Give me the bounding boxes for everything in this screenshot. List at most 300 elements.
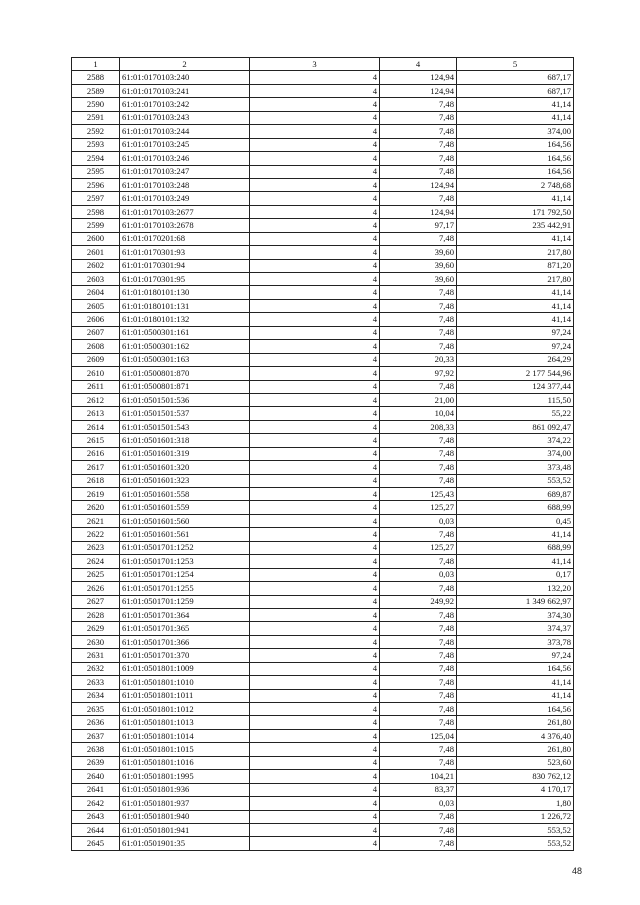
cadastral-number-cell: 61:01:0501801:1014 <box>120 729 250 742</box>
category-code-cell: 4 <box>250 756 380 769</box>
row-number-cell: 2604 <box>72 286 120 299</box>
category-code-cell: 4 <box>250 514 380 527</box>
table-row <box>72 393 574 406</box>
cadastral-number-cell: 61:01:0501501:536 <box>120 393 250 406</box>
table-header-row <box>72 58 574 71</box>
table-row <box>72 138 574 151</box>
value-col4-cell: 7,48 <box>380 125 457 138</box>
category-code-cell: 4 <box>250 326 380 339</box>
cadastral-number-cell: 61:01:0170103:240 <box>120 71 250 84</box>
value-col4-cell: 124,94 <box>380 71 457 84</box>
table-row <box>72 273 574 286</box>
value-col4-cell: 20,33 <box>380 353 457 366</box>
value-col5-cell: 687,17 <box>457 84 574 97</box>
value-col4-cell: 7,48 <box>380 555 457 568</box>
category-code-cell: 4 <box>250 434 380 447</box>
table-row <box>72 622 574 635</box>
row-number-cell: 2637 <box>72 729 120 742</box>
row-number-cell: 2614 <box>72 420 120 433</box>
row-number-cell: 2600 <box>72 232 120 245</box>
cadastral-number-cell: 61:01:0501701:1254 <box>120 568 250 581</box>
value-col4-cell: 7,48 <box>380 165 457 178</box>
category-code-cell: 4 <box>250 488 380 501</box>
cadastral-number-cell: 61:01:0501601:319 <box>120 447 250 460</box>
cadastral-number-cell: 61:01:0501601:559 <box>120 501 250 514</box>
category-code-cell: 4 <box>250 635 380 648</box>
value-col5-cell: 164,56 <box>457 138 574 151</box>
value-col5-cell: 124 377,44 <box>457 380 574 393</box>
table-row <box>72 340 574 353</box>
row-number-cell: 2602 <box>72 259 120 272</box>
value-col4-cell: 249,92 <box>380 595 457 608</box>
row-number-cell: 2588 <box>72 71 120 84</box>
row-number-cell: 2639 <box>72 756 120 769</box>
value-col4-cell: 7,48 <box>380 810 457 823</box>
category-code-cell: 4 <box>250 474 380 487</box>
row-number-cell: 2592 <box>72 125 120 138</box>
table-row <box>72 380 574 393</box>
value-col5-cell: 374,37 <box>457 622 574 635</box>
row-number-cell: 2621 <box>72 514 120 527</box>
cadastral-number-cell: 61:01:0501801:1010 <box>120 676 250 689</box>
table-row <box>72 326 574 339</box>
table-body <box>72 71 574 850</box>
row-number-cell: 2607 <box>72 326 120 339</box>
cadastral-number-cell: 61:01:0501801:936 <box>120 783 250 796</box>
table-row <box>72 555 574 568</box>
category-code-cell: 4 <box>250 192 380 205</box>
cadastral-number-cell: 61:01:0170103:241 <box>120 84 250 97</box>
value-col4-cell: 7,48 <box>380 232 457 245</box>
value-col5-cell: 41,14 <box>457 555 574 568</box>
value-col5-cell: 553,52 <box>457 837 574 850</box>
table-row <box>72 259 574 272</box>
row-number-cell: 2625 <box>72 568 120 581</box>
value-col5-cell: 41,14 <box>457 98 574 111</box>
category-code-cell: 4 <box>250 98 380 111</box>
category-code-cell: 4 <box>250 447 380 460</box>
value-col5-cell: 374,22 <box>457 434 574 447</box>
value-col4-cell: 7,48 <box>380 192 457 205</box>
row-number-cell: 2591 <box>72 111 120 124</box>
value-col5-cell: 1 226,72 <box>457 810 574 823</box>
row-number-cell: 2593 <box>72 138 120 151</box>
value-col5-cell: 132,20 <box>457 582 574 595</box>
cadastral-number-cell: 61:01:0501801:1995 <box>120 770 250 783</box>
table-row <box>72 152 574 165</box>
value-col5-cell: 830 762,12 <box>457 770 574 783</box>
table-row <box>72 541 574 554</box>
column-header-5: 5 <box>457 58 574 71</box>
cadastral-number-cell: 61:01:0170103:245 <box>120 138 250 151</box>
value-col5-cell: 4 376,40 <box>457 729 574 742</box>
category-code-cell: 4 <box>250 555 380 568</box>
row-number-cell: 2635 <box>72 703 120 716</box>
table-row <box>72 676 574 689</box>
value-col5-cell: 2 748,68 <box>457 178 574 191</box>
value-col4-cell: 7,48 <box>380 474 457 487</box>
category-code-cell: 4 <box>250 84 380 97</box>
value-col4-cell: 39,60 <box>380 273 457 286</box>
value-col5-cell: 41,14 <box>457 192 574 205</box>
row-number-cell: 2594 <box>72 152 120 165</box>
table-row <box>72 582 574 595</box>
value-col5-cell: 164,56 <box>457 152 574 165</box>
cadastral-number-cell: 61:01:0501901:35 <box>120 837 250 850</box>
cadastral-number-cell: 61:01:0501601:561 <box>120 528 250 541</box>
category-code-cell: 4 <box>250 273 380 286</box>
value-col5-cell: 164,56 <box>457 703 574 716</box>
category-code-cell: 4 <box>250 286 380 299</box>
value-col5-cell: 97,24 <box>457 326 574 339</box>
value-col4-cell: 7,48 <box>380 689 457 702</box>
value-col5-cell: 97,24 <box>457 340 574 353</box>
cadastral-number-cell: 61:01:0170103:242 <box>120 98 250 111</box>
cadastral-number-cell: 61:01:0180101:131 <box>120 299 250 312</box>
category-code-cell: 4 <box>250 299 380 312</box>
category-code-cell: 4 <box>250 568 380 581</box>
row-number-cell: 2623 <box>72 541 120 554</box>
cadastral-number-cell: 61:01:0501601:323 <box>120 474 250 487</box>
table-row <box>72 286 574 299</box>
table-row <box>72 823 574 836</box>
value-col5-cell: 373,48 <box>457 461 574 474</box>
row-number-cell: 2618 <box>72 474 120 487</box>
value-col5-cell: 171 792,50 <box>457 205 574 218</box>
cadastral-number-cell: 61:01:0501801:1011 <box>120 689 250 702</box>
cadastral-number-cell: 61:01:0500301:161 <box>120 326 250 339</box>
row-number-cell: 2631 <box>72 649 120 662</box>
cadastral-number-cell: 61:01:0170301:93 <box>120 246 250 259</box>
row-number-cell: 2619 <box>72 488 120 501</box>
category-code-cell: 4 <box>250 152 380 165</box>
category-code-cell: 4 <box>250 205 380 218</box>
table-row <box>72 810 574 823</box>
category-code-cell: 4 <box>250 393 380 406</box>
category-code-cell: 4 <box>250 528 380 541</box>
row-number-cell: 2599 <box>72 219 120 232</box>
cadastral-number-cell: 61:01:0501801:1009 <box>120 662 250 675</box>
value-col4-cell: 10,04 <box>380 407 457 420</box>
row-number-cell: 2629 <box>72 622 120 635</box>
table-row <box>72 703 574 716</box>
cadastral-number-cell: 61:01:0170103:2678 <box>120 219 250 232</box>
value-col4-cell: 7,48 <box>380 649 457 662</box>
table-row <box>72 837 574 850</box>
value-col4-cell: 7,48 <box>380 286 457 299</box>
value-col5-cell: 235 442,91 <box>457 219 574 232</box>
cadastral-number-cell: 61:01:0501801:1013 <box>120 716 250 729</box>
cadastral-number-cell: 61:01:0501801:1012 <box>120 703 250 716</box>
value-col4-cell: 7,48 <box>380 138 457 151</box>
table-row <box>72 125 574 138</box>
category-code-cell: 4 <box>250 689 380 702</box>
table-row <box>72 420 574 433</box>
category-code-cell: 4 <box>250 246 380 259</box>
table-row <box>72 528 574 541</box>
value-col5-cell: 264,29 <box>457 353 574 366</box>
value-col4-cell: 0,03 <box>380 514 457 527</box>
value-col5-cell: 41,14 <box>457 676 574 689</box>
cadastral-number-cell: 61:01:0170103:243 <box>120 111 250 124</box>
value-col4-cell: 7,48 <box>380 662 457 675</box>
table-row <box>72 84 574 97</box>
table-row <box>72 474 574 487</box>
column-header-1: 1 <box>72 58 120 71</box>
category-code-cell: 4 <box>250 716 380 729</box>
table-row <box>72 488 574 501</box>
value-col4-cell: 7,48 <box>380 313 457 326</box>
category-code-cell: 4 <box>250 743 380 756</box>
cadastral-number-cell: 61:01:0170201:68 <box>120 232 250 245</box>
cadastral-number-cell: 61:01:0501701:1255 <box>120 582 250 595</box>
cadastral-number-cell: 61:01:0180101:130 <box>120 286 250 299</box>
row-number-cell: 2611 <box>72 380 120 393</box>
value-col5-cell: 688,99 <box>457 541 574 554</box>
value-col4-cell: 7,48 <box>380 676 457 689</box>
value-col4-cell: 208,33 <box>380 420 457 433</box>
value-col4-cell: 125,27 <box>380 501 457 514</box>
category-code-cell: 4 <box>250 71 380 84</box>
row-number-cell: 2636 <box>72 716 120 729</box>
row-number-cell: 2644 <box>72 823 120 836</box>
table-row <box>72 783 574 796</box>
value-col4-cell: 7,48 <box>380 743 457 756</box>
category-code-cell: 4 <box>250 622 380 635</box>
table-row <box>72 111 574 124</box>
value-col5-cell: 553,52 <box>457 474 574 487</box>
value-col5-cell: 115,50 <box>457 393 574 406</box>
category-code-cell: 4 <box>250 125 380 138</box>
table-row <box>72 756 574 769</box>
cadastral-number-cell: 61:01:0501701:365 <box>120 622 250 635</box>
value-col4-cell: 7,48 <box>380 447 457 460</box>
cadastral-number-cell: 61:01:0501501:543 <box>120 420 250 433</box>
value-col5-cell: 1,80 <box>457 797 574 810</box>
row-number-cell: 2598 <box>72 205 120 218</box>
category-code-cell: 4 <box>250 367 380 380</box>
cadastral-number-cell: 61:01:0170103:2677 <box>120 205 250 218</box>
table-row <box>72 434 574 447</box>
category-code-cell: 4 <box>250 165 380 178</box>
row-number-cell: 2608 <box>72 340 120 353</box>
value-col5-cell: 687,17 <box>457 71 574 84</box>
value-col4-cell: 7,48 <box>380 380 457 393</box>
cadastral-number-cell: 61:01:0501801:941 <box>120 823 250 836</box>
value-col4-cell: 7,48 <box>380 608 457 621</box>
column-header-4: 4 <box>380 58 457 71</box>
row-number-cell: 2632 <box>72 662 120 675</box>
value-col4-cell: 7,48 <box>380 837 457 850</box>
cadastral-number-cell: 61:01:0501701:1253 <box>120 555 250 568</box>
row-number-cell: 2615 <box>72 434 120 447</box>
value-col4-cell: 124,94 <box>380 205 457 218</box>
value-col5-cell: 861 092,47 <box>457 420 574 433</box>
cadastral-number-cell: 61:01:0180101:132 <box>120 313 250 326</box>
value-col4-cell: 7,48 <box>380 152 457 165</box>
row-number-cell: 2610 <box>72 367 120 380</box>
table-row <box>72 205 574 218</box>
value-col4-cell: 7,48 <box>380 582 457 595</box>
value-col5-cell: 261,80 <box>457 743 574 756</box>
value-col5-cell: 871,20 <box>457 259 574 272</box>
cadastral-number-cell: 61:01:0501501:537 <box>120 407 250 420</box>
table-row <box>72 689 574 702</box>
value-col5-cell: 374,30 <box>457 608 574 621</box>
value-col4-cell: 0,03 <box>380 797 457 810</box>
table-row <box>72 219 574 232</box>
value-col4-cell: 83,37 <box>380 783 457 796</box>
value-col5-cell: 164,56 <box>457 662 574 675</box>
category-code-cell: 4 <box>250 770 380 783</box>
value-col4-cell: 21,00 <box>380 393 457 406</box>
cadastral-number-cell: 61:01:0170301:94 <box>120 259 250 272</box>
category-code-cell: 4 <box>250 608 380 621</box>
category-code-cell: 4 <box>250 649 380 662</box>
value-col4-cell: 7,48 <box>380 434 457 447</box>
row-number-cell: 2624 <box>72 555 120 568</box>
row-number-cell: 2609 <box>72 353 120 366</box>
category-code-cell: 4 <box>250 407 380 420</box>
row-number-cell: 2616 <box>72 447 120 460</box>
value-col5-cell: 41,14 <box>457 689 574 702</box>
row-number-cell: 2642 <box>72 797 120 810</box>
value-col5-cell: 0,17 <box>457 568 574 581</box>
category-code-cell: 4 <box>250 595 380 608</box>
cadastral-number-cell: 61:01:0501801:1015 <box>120 743 250 756</box>
value-col4-cell: 124,94 <box>380 178 457 191</box>
value-col4-cell: 97,17 <box>380 219 457 232</box>
category-code-cell: 4 <box>250 729 380 742</box>
value-col4-cell: 7,48 <box>380 528 457 541</box>
value-col4-cell: 125,27 <box>380 541 457 554</box>
row-number-cell: 2626 <box>72 582 120 595</box>
category-code-cell: 4 <box>250 232 380 245</box>
category-code-cell: 4 <box>250 340 380 353</box>
value-col5-cell: 374,00 <box>457 447 574 460</box>
value-col5-cell: 523,60 <box>457 756 574 769</box>
row-number-cell: 2643 <box>72 810 120 823</box>
column-header-2: 2 <box>120 58 250 71</box>
row-number-cell: 2641 <box>72 783 120 796</box>
row-number-cell: 2633 <box>72 676 120 689</box>
value-col5-cell: 689,87 <box>457 488 574 501</box>
row-number-cell: 2622 <box>72 528 120 541</box>
value-col5-cell: 41,14 <box>457 313 574 326</box>
page-number: 48 <box>571 866 582 876</box>
cadastral-number-cell: 61:01:0501601:318 <box>120 434 250 447</box>
category-code-cell: 4 <box>250 823 380 836</box>
table-row <box>72 514 574 527</box>
table-row <box>72 447 574 460</box>
table-row <box>72 568 574 581</box>
value-col4-cell: 7,48 <box>380 716 457 729</box>
table-row <box>72 649 574 662</box>
category-code-cell: 4 <box>250 138 380 151</box>
cadastral-number-cell: 61:01:0501801:1016 <box>120 756 250 769</box>
table-row <box>72 246 574 259</box>
cadastral-number-cell: 61:01:0170103:246 <box>120 152 250 165</box>
row-number-cell: 2606 <box>72 313 120 326</box>
category-code-cell: 4 <box>250 111 380 124</box>
cadastral-number-cell: 61:01:0170103:244 <box>120 125 250 138</box>
value-col4-cell: 7,48 <box>380 756 457 769</box>
cadastral-number-cell: 61:01:0501701:366 <box>120 635 250 648</box>
table-row <box>72 165 574 178</box>
value-col4-cell: 7,48 <box>380 622 457 635</box>
table-row <box>72 797 574 810</box>
table-row <box>72 501 574 514</box>
cadastral-number-cell: 61:01:0500301:163 <box>120 353 250 366</box>
value-col4-cell: 124,94 <box>380 84 457 97</box>
cadastral-number-cell: 61:01:0170103:248 <box>120 178 250 191</box>
category-code-cell: 4 <box>250 810 380 823</box>
row-number-cell: 2597 <box>72 192 120 205</box>
row-number-cell: 2617 <box>72 461 120 474</box>
table-row <box>72 353 574 366</box>
table-row <box>72 71 574 84</box>
value-col5-cell: 1 349 662,97 <box>457 595 574 608</box>
row-number-cell: 2590 <box>72 98 120 111</box>
category-code-cell: 4 <box>250 461 380 474</box>
table-row <box>72 635 574 648</box>
cadastral-number-cell: 61:01:0501701:370 <box>120 649 250 662</box>
table-row <box>72 192 574 205</box>
value-col5-cell: 55,22 <box>457 407 574 420</box>
value-col4-cell: 0,03 <box>380 568 457 581</box>
row-number-cell: 2596 <box>72 178 120 191</box>
value-col4-cell: 7,48 <box>380 340 457 353</box>
value-col4-cell: 7,48 <box>380 461 457 474</box>
value-col5-cell: 217,80 <box>457 246 574 259</box>
value-col5-cell: 41,14 <box>457 528 574 541</box>
table-row <box>72 407 574 420</box>
table-row <box>72 595 574 608</box>
category-code-cell: 4 <box>250 797 380 810</box>
value-col4-cell: 7,48 <box>380 111 457 124</box>
cadastral-number-cell: 61:01:0500801:870 <box>120 367 250 380</box>
category-code-cell: 4 <box>250 259 380 272</box>
cadastral-number-cell: 61:01:0170103:249 <box>120 192 250 205</box>
value-col5-cell: 261,80 <box>457 716 574 729</box>
value-col4-cell: 7,48 <box>380 703 457 716</box>
value-col4-cell: 104,21 <box>380 770 457 783</box>
value-col5-cell: 41,14 <box>457 286 574 299</box>
cadastral-number-cell: 61:01:0501701:1259 <box>120 595 250 608</box>
category-code-cell: 4 <box>250 219 380 232</box>
table-row <box>72 662 574 675</box>
table-row <box>72 743 574 756</box>
value-col5-cell: 2 177 544,96 <box>457 367 574 380</box>
row-number-cell: 2638 <box>72 743 120 756</box>
category-code-cell: 4 <box>250 353 380 366</box>
value-col5-cell: 0,45 <box>457 514 574 527</box>
row-number-cell: 2630 <box>72 635 120 648</box>
value-col5-cell: 41,14 <box>457 232 574 245</box>
value-col4-cell: 7,48 <box>380 635 457 648</box>
cadastral-number-cell: 61:01:0170301:95 <box>120 273 250 286</box>
value-col5-cell: 688,99 <box>457 501 574 514</box>
value-col5-cell: 41,14 <box>457 299 574 312</box>
category-code-cell: 4 <box>250 313 380 326</box>
value-col4-cell: 7,48 <box>380 326 457 339</box>
row-number-cell: 2640 <box>72 770 120 783</box>
category-code-cell: 4 <box>250 783 380 796</box>
value-col4-cell: 7,48 <box>380 823 457 836</box>
category-code-cell: 4 <box>250 582 380 595</box>
row-number-cell: 2603 <box>72 273 120 286</box>
row-number-cell: 2612 <box>72 393 120 406</box>
